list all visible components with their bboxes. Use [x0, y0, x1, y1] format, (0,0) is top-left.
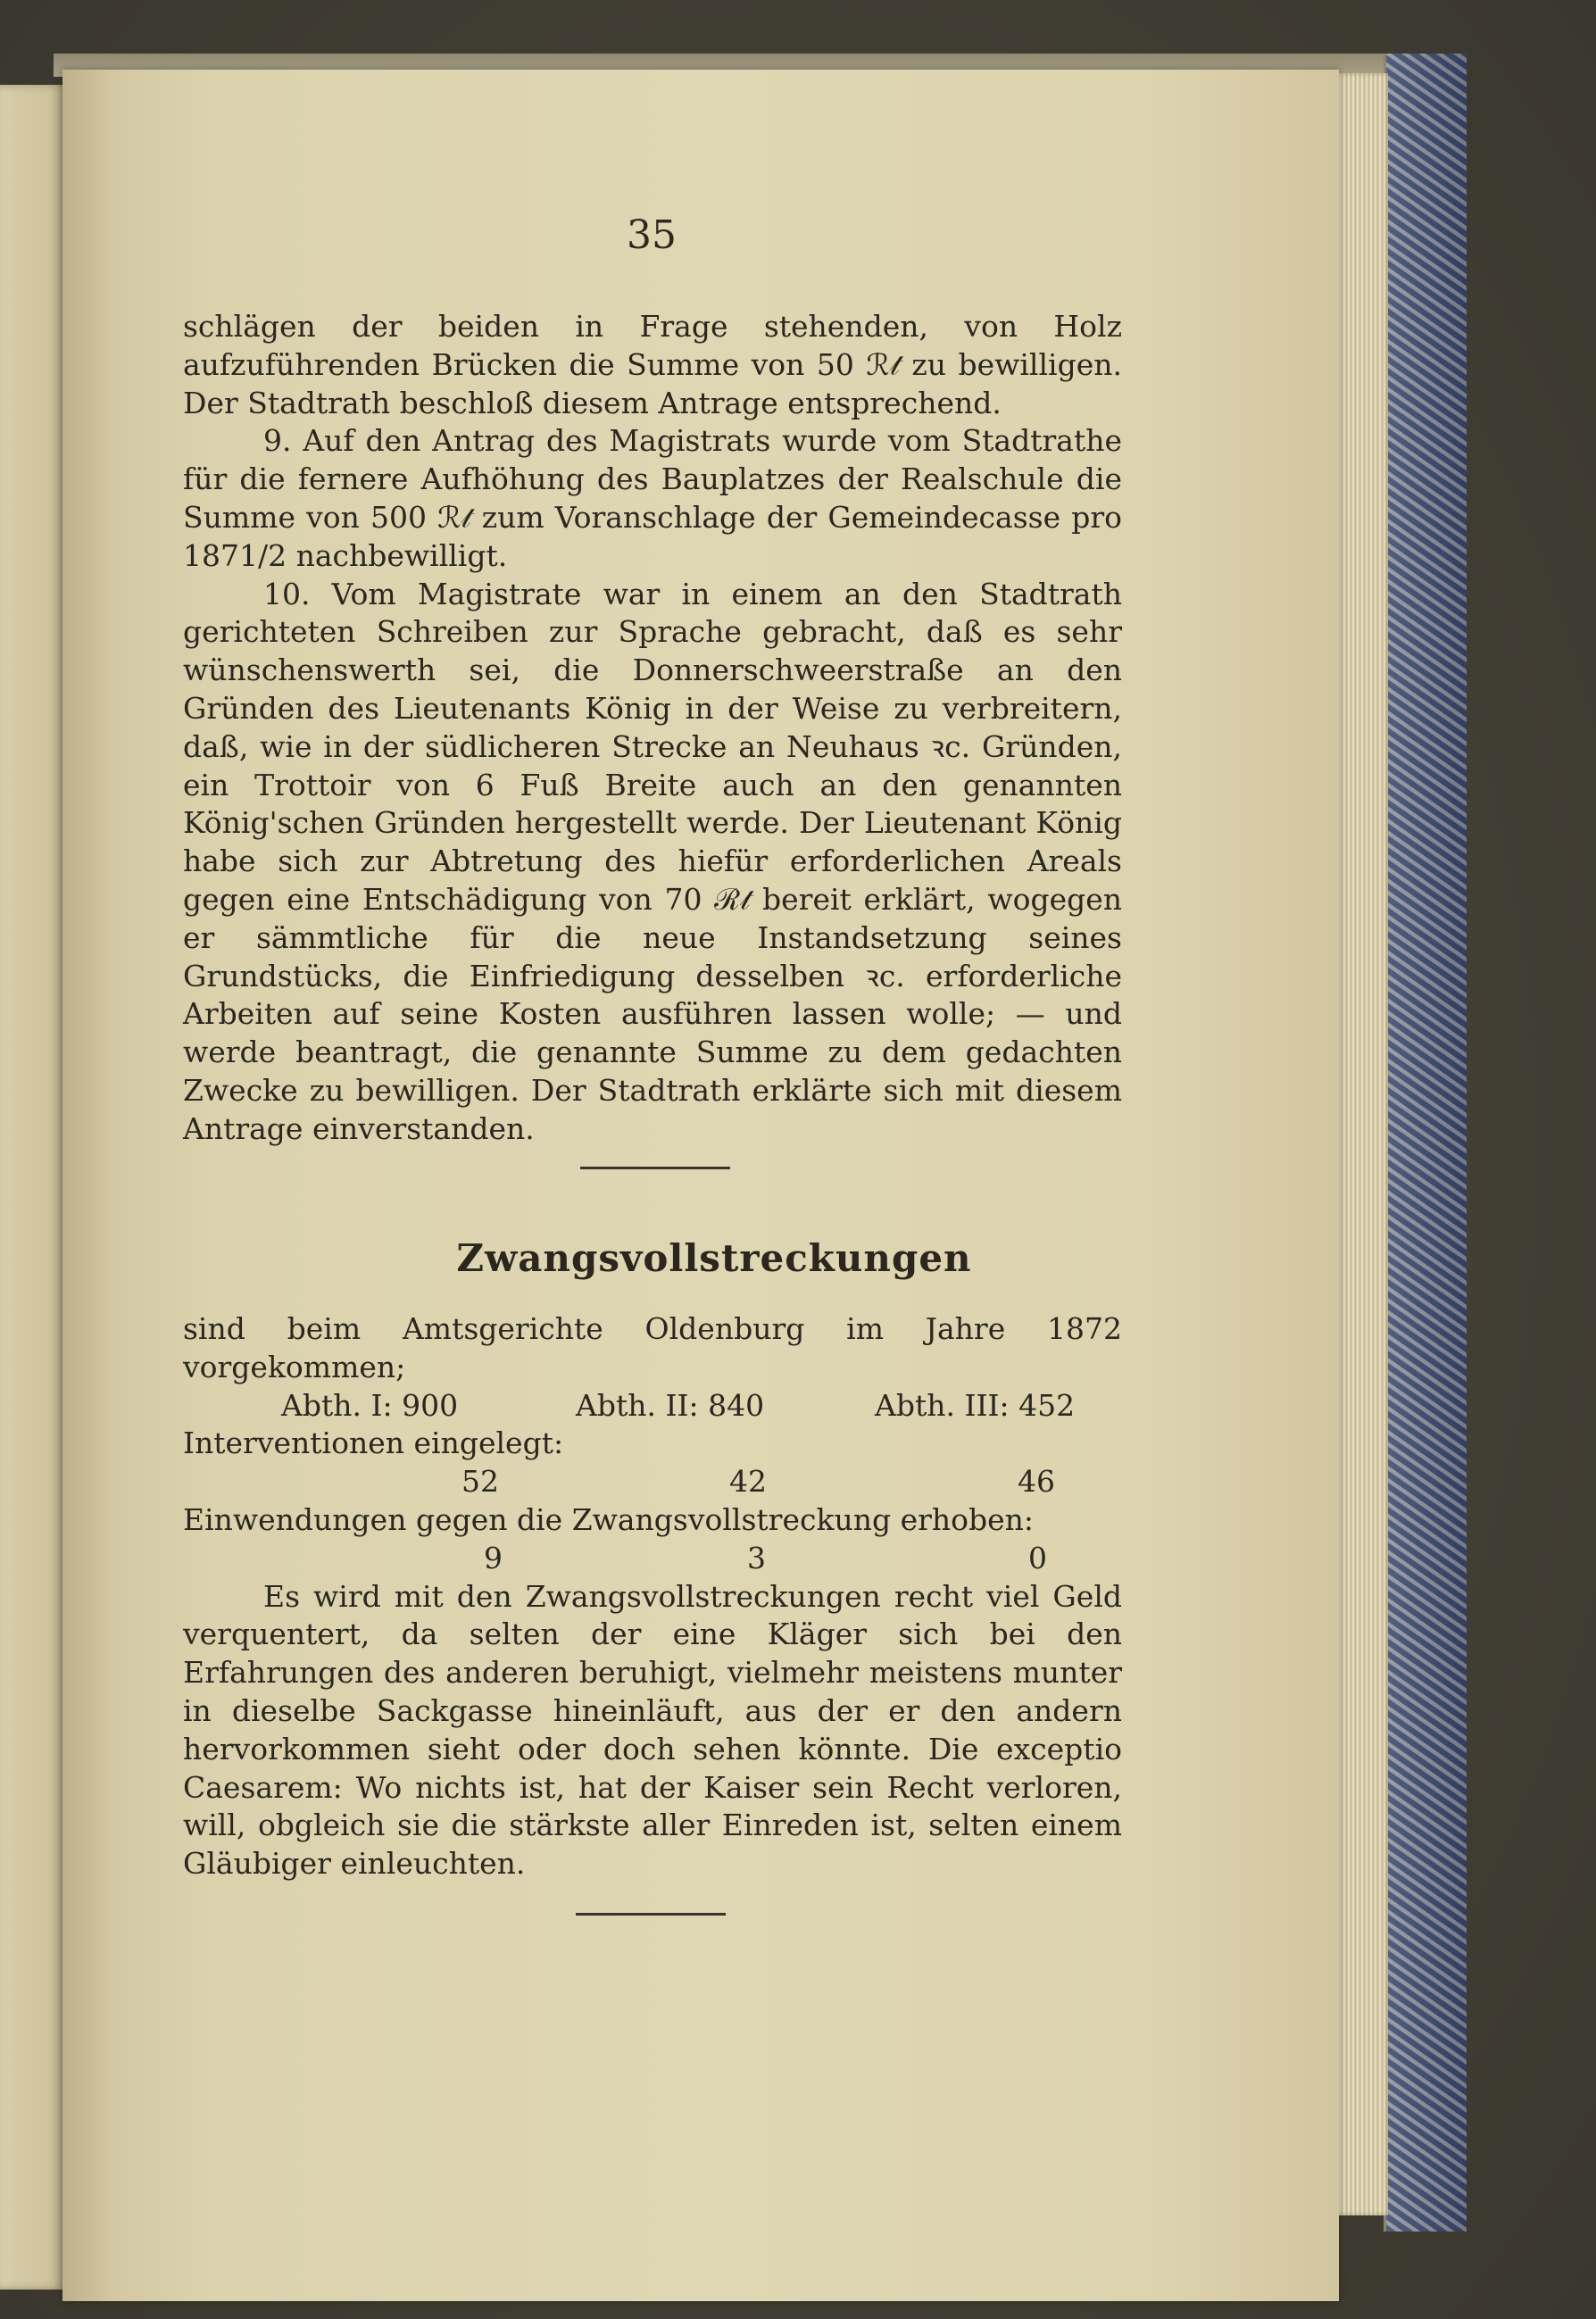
- page-number: 35: [627, 212, 677, 258]
- section-heading: Zwangsvollstreckungen: [456, 1236, 972, 1280]
- section-divider-top: [580, 1167, 730, 1169]
- page-stack-edges: [1334, 73, 1388, 2215]
- interventions-label: Interventionen eingelegt:: [183, 1425, 564, 1461]
- paragraph-continued: schlägen der beiden in Frage stehenden, von Holz aufzuführenden Brücken die Summe von 50 ℛ𝓉 zu bewilligen. Der Stadtrath beschloß diesem Antrage entsprechend.: [183, 309, 1122, 420]
- left-page-edge: [0, 85, 70, 2290]
- department-row: [183, 1387, 1122, 1425]
- paragraph-item-9: 9. Auf den Antrag des Magistrats wurde vom Stadtrathe für die fernere Aufhöhung des Bauplatzes der Realschule die Summe von 500 ℛ𝓉 zum Voranschlage der Gemeindecasse pro 1871/2 nachbewilligt.: [183, 423, 1122, 573]
- department-2: Abth. II: 840: [576, 1387, 765, 1423]
- objections-values-row: [183, 1540, 1122, 1578]
- objections-value-3: 0: [1028, 1540, 1047, 1575]
- interventions-label-row: [183, 1425, 1122, 1463]
- objections-label-row: [183, 1501, 1122, 1540]
- interventions-value-3: 46: [1018, 1464, 1055, 1500]
- body-text: [183, 308, 1122, 1149]
- interventions-value-2: 42: [729, 1464, 767, 1500]
- paragraph-item-10: 10. Vom Magistrate war in einem an den Stadtrath gerichteten Schreiben zur Sprache gebracht, daß es sehr wünschenswerth sei, die Donnerschweerstraße an den Gründen des Lieutenants König in der Weise zu verbreitern, daß, wie in der südlicheren Strecke an Neuhaus ꝛc. Gründen, ein Trottoir von 6 Fuß Breite auch an den genannten König'schen Gründen hergestellt werde. Der Lieutenant König habe sich zur Abtretung des hiefür erforderlichen Areals gegen eine Entschädigung von 70 ℛ𝓉 bereit erklärt, wogegen er sämmtliche für die neue Instandsetzung seines Grundstücks, die Einfriedigung desselben ꝛc. erforderliche Arbeiten auf seine Kosten ausführen lassen wolle; — und werde beantragt, die genannte Summe zu dem gedachten Zwecke zu bewilligen. Der Stadtrath erklärte sich mit diesem Antrage einverstanden.: [183, 576, 1122, 1146]
- department-3: Abth. III: 452: [875, 1387, 1076, 1423]
- interventions-value-1: 52: [461, 1464, 499, 1500]
- objections-value-1: 9: [484, 1540, 503, 1575]
- objections-label: Einwendungen gegen die Zwangsvollstreckung erhoben:: [183, 1501, 1035, 1537]
- section-intro: sind beim Amtsgerichte Oldenburg im Jahre 1872 vorgekommen;: [183, 1311, 1122, 1384]
- objections-value-2: 3: [747, 1540, 766, 1575]
- interventions-values-row: [183, 1463, 1122, 1501]
- book-cover-spine: [1384, 54, 1467, 2232]
- section-divider-bottom: [576, 1913, 726, 1916]
- section-body: [183, 1310, 1122, 1883]
- department-1: Abth. I: 900: [281, 1387, 459, 1423]
- section-closing-paragraph: Es wird mit den Zwangsvollstreckungen recht viel Geld verquentert, da selten der eine Kläger sich bei den Erfahrungen des anderen beruhigt, vielmehr meistens munter in dieselbe Sackgasse hineinläuft, aus der er den andern hervorkommen sieht oder doch sehen könnte. Die exceptio Caesarem: Wo nichts ist, hat der Kaiser sein Recht verloren, will, obgleich sie die stärkste aller Einreden ist, selten einem Gläubiger einleuchten.: [183, 1578, 1122, 1882]
